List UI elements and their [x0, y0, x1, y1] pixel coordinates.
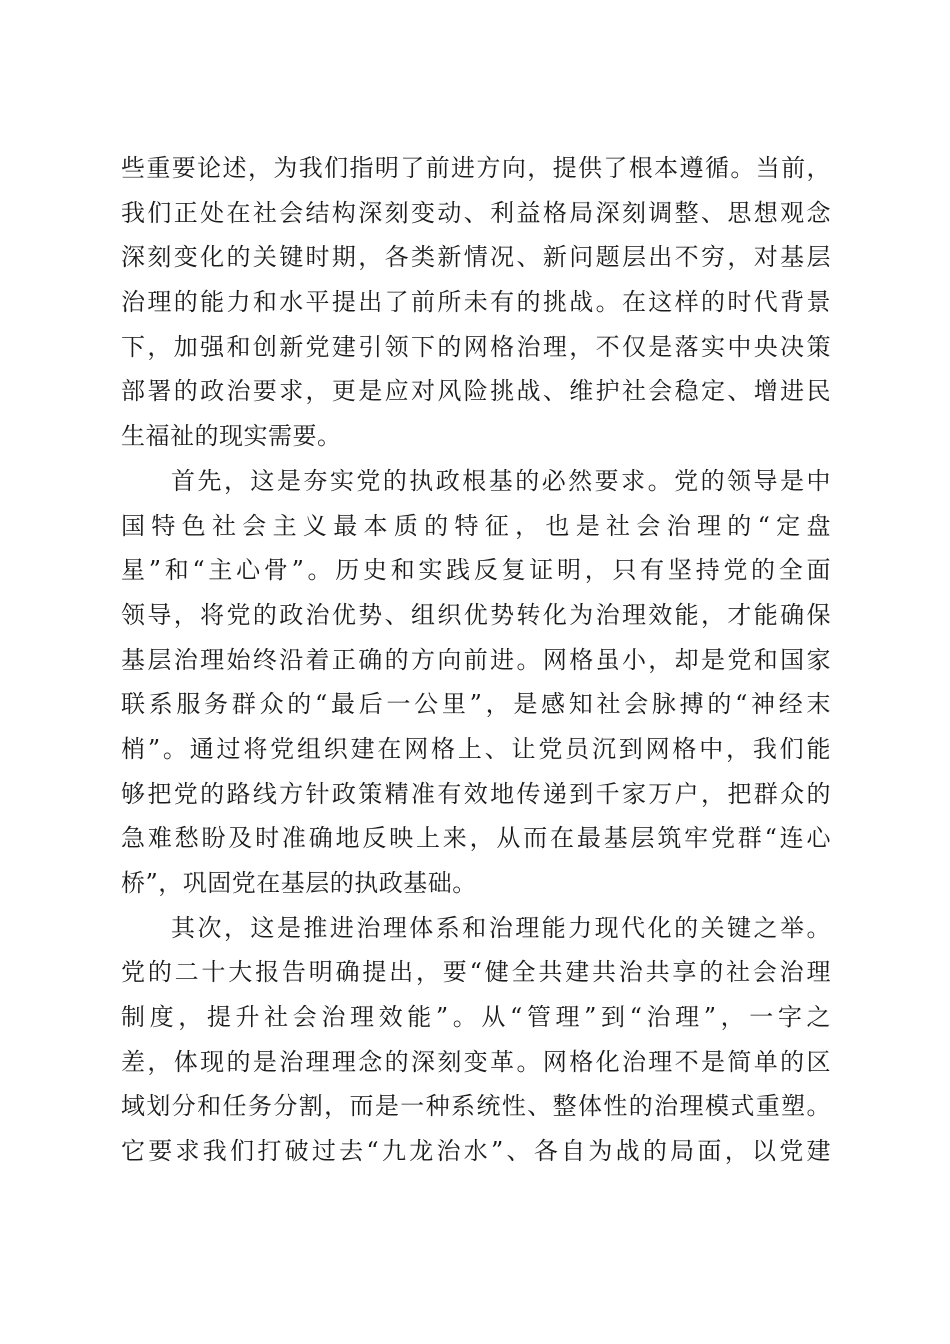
text-line: 联系服务群众的“最后一公里”，是感知社会脉搏的“神经末 — [121, 690, 831, 719]
paragraph-2 — [121, 459, 831, 906]
text-line: 生福祉的现实需要。 — [121, 422, 342, 451]
text-line: 治理的能力和水平提出了前所未有的挑战。在这样的时代背景 — [121, 288, 831, 317]
text-line: 星”和“主心骨”。历史和实践反复证明，只有坚持党的全面 — [121, 556, 831, 585]
text-line: 急难愁盼及时准确地反映上来，从而在最基层筑牢党群“连心 — [121, 824, 831, 853]
text-line: 我们正处在社会结构深刻变动、利益格局深刻调整、思想观念 — [121, 198, 831, 227]
paragraph-3 — [121, 906, 831, 1174]
text-line: 基层治理始终沿着正确的方向前进。网格虽小，却是党和国家 — [121, 645, 831, 674]
text-line: 首先，这是夯实党的执政根基的必然要求。党的领导是中 — [171, 466, 831, 495]
text-line: 桥”，巩固党在基层的执政基础。 — [121, 869, 477, 897]
text-line: 域划分和任务分割，而是一种系统性、整体性的治理模式重塑。 — [121, 1092, 831, 1121]
text-line: 部署的政治要求，更是应对风险挑战、维护社会稳定、增进民 — [121, 377, 831, 406]
text-line: 领导，将党的政治优势、组织优势转化为治理效能，才能确保 — [121, 600, 831, 629]
text-line: 些重要论述，为我们指明了前进方向，提供了根本遵循。当前， — [121, 154, 831, 182]
text-line: 其次，这是推进治理体系和治理能力现代化的关键之举。 — [171, 913, 831, 942]
text-line: 深刻变化的关键时期，各类新情况、新问题层出不穷，对基层 — [121, 243, 831, 272]
paragraph-1 — [121, 146, 831, 459]
text-line: 梢”。通过将党组织建在网格上、让党员沉到网格中，我们能 — [121, 734, 831, 763]
text-line: 差，体现的是治理理念的深刻变革。网格化治理不是简单的区 — [121, 1047, 831, 1076]
text-line: 下，加强和创新党建引领下的网格治理，不仅是落实中央决策 — [121, 332, 831, 361]
text-line: 党的二十大报告明确提出，要“健全共建共治共享的社会治理 — [121, 958, 831, 987]
text-line: 国特色社会主义最本质的特征，也是社会治理的“定盘 — [121, 511, 831, 540]
text-line: 它要求我们打破过去“九龙治水”、各自为战的局面，以党建 — [121, 1137, 831, 1166]
text-line: 够把党的路线方针政策精准有效地传递到千家万户，把群众的 — [121, 779, 831, 808]
text-line: 制度，提升社会治理效能”。从“管理”到“治理”，一字之 — [121, 1003, 831, 1032]
document-body — [121, 146, 831, 1174]
